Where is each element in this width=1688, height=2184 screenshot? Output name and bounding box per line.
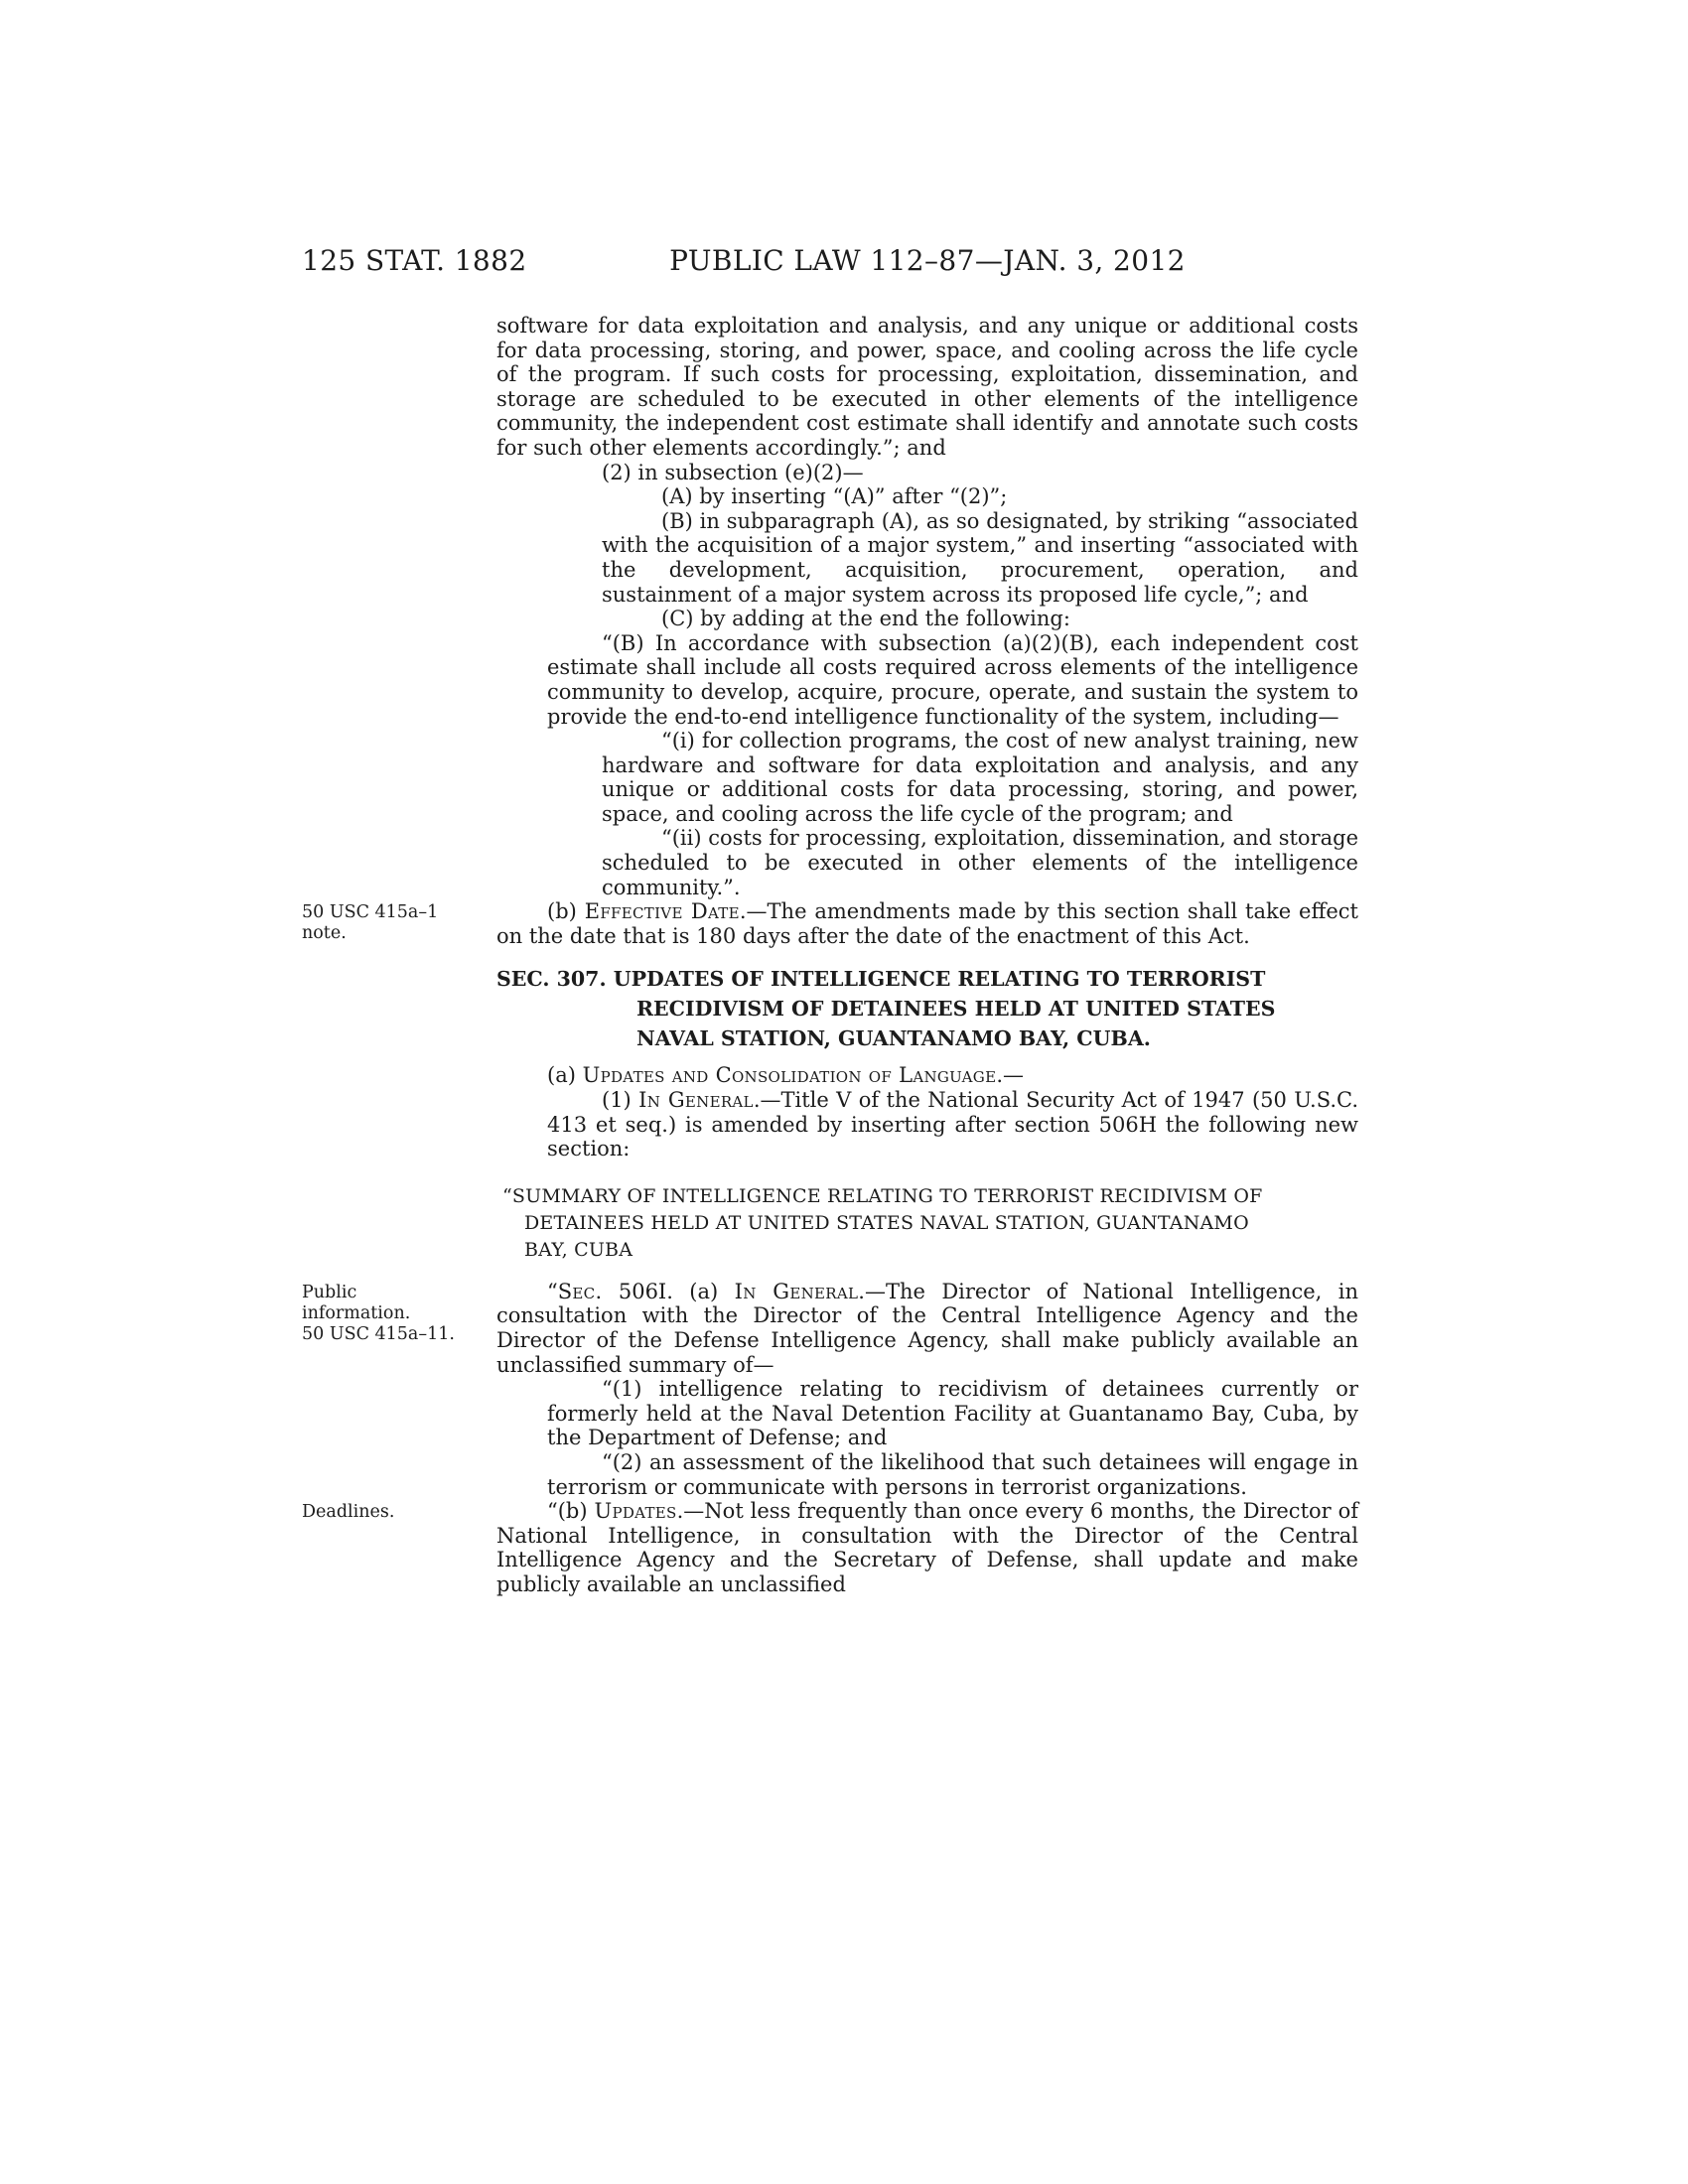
- text-run: 506I. (a): [602, 1279, 735, 1303]
- smallcaps-run: Effective Date: [584, 899, 740, 924]
- text-run: .—: [996, 1063, 1025, 1088]
- text-run: “: [547, 1279, 558, 1303]
- updates-block: [302, 1499, 1358, 1596]
- text-run: .—The amendments made by this section shall take effect on the date that is 180 days after the date of the enactment of this Act.: [496, 899, 1358, 948]
- paragraph-subsection-b-updates: [496, 1499, 1358, 1596]
- clause-2C: (C) by adding at the end the following:: [661, 607, 1070, 631]
- margin-note-line: 50 USC 415a–11.: [302, 1323, 455, 1344]
- text-run: .—The Director of National Intelligence, in consultation with the Director of the Central Intelligence Agency and the Director of the Defense Intelligence Agency, shall make publicly available an unclassified summary of—: [496, 1279, 1358, 1377]
- margin-note-usc-415a-1: [302, 902, 481, 944]
- quoted-clause-ii: “(ii) costs for processing, exploitation, dissemination, and storage scheduled to be executed in other elements of the intelligence community.”.: [602, 826, 1358, 899]
- paragraph-sec-506i: [496, 1280, 1358, 1377]
- text-run: (a): [547, 1063, 583, 1088]
- margin-note-line: Public: [302, 1282, 357, 1302]
- heading-line: “SUMMARY OF INTELLIGENCE RELATING TO TERRORIST RECIDIVISM OF: [502, 1184, 1263, 1207]
- margin-note-line: note.: [302, 923, 347, 944]
- heading-line: DETAINEES HELD AT UNITED STATES NAVAL STATION, GUANTANAMO: [524, 1211, 1249, 1234]
- clause-2B: (B) in subparagraph (A), as so designated, by striking “associated with the acquisition of a major system,” and inserting “associated with the development, acquisition, procurement, operation, and sustainment of a major system across its proposed life cycle,”; and: [602, 508, 1358, 607]
- section-307-heading: [496, 964, 1358, 1053]
- margin-note-line: information.: [302, 1302, 411, 1323]
- quoted-subparagraph-B: “(B) In accordance with subsection (a)(2)(B), each independent cost estimate shall include all costs required across elements of the intelligence community to develop, acquire, procure, operate, and sustain the system to provide the end-to-end intelligence functionality of the system, including—: [547, 630, 1358, 729]
- quoted-paragraph-2: “(2) an assessment of the likelihood that such detainees will engage in terrorism or communicate with persons in terrorist organizations.: [547, 1449, 1358, 1499]
- paragraph-subsection-a: [496, 1063, 1358, 1088]
- heading-line: RECIDIVISM OF DETAINEES HELD AT UNITED STATES: [636, 997, 1276, 1022]
- quoted-clause-i: “(i) for collection programs, the cost of new analyst training, new hardware and software for data exploitation and analysis, and any unique or additional costs for data processing, storing, and power, space, and cooling across the life cycle of the program; and: [602, 729, 1358, 826]
- heading-line: SEC. 307. UPDATES OF INTELLIGENCE RELATING TO TERRORIST: [496, 967, 1266, 992]
- heading-line: BAY, CUBA: [524, 1238, 633, 1261]
- effective-date-block: [302, 899, 1358, 948]
- smallcaps-run: Updates and Consolidation of Language: [582, 1063, 997, 1088]
- statute-text-column: [302, 314, 1359, 1597]
- quoted-paragraph-1: “(1) intelligence relating to recidivism of detainees currently or formerly held at the Naval Detention Facility at Guantanamo Bay, Cuba, by the Department of Defense; and: [547, 1377, 1358, 1450]
- stat-page-number: 125 STAT. 1882: [302, 244, 527, 277]
- text-run: (1): [602, 1088, 639, 1113]
- clause-2: (2) in subsection (e)(2)—: [602, 460, 864, 484]
- heading-line: NAVAL STATION, GUANTANAMO BAY, CUBA.: [636, 1026, 1151, 1051]
- paragraph-in-general: [547, 1088, 1358, 1161]
- text-run: .—Title V of the National Security Act of 1947 (50 U.S.C. 413 et seq.) is amended by inserting after section 506H the following new section:: [547, 1088, 1359, 1161]
- text-run: .—Not less frequently than once every 6 months, the Director of National Intelligence, in consultation with the Director of the Central Intelligence Agency and the Secretary of Defense, shall update and make publicly available an unclassified: [496, 1499, 1358, 1596]
- smallcaps-run: In General: [638, 1088, 754, 1113]
- margin-note-line: Deadlines.: [302, 1502, 395, 1523]
- public-law-heading: PUBLIC LAW 112–87—JAN. 3, 2012: [669, 244, 1186, 277]
- text-run: (b): [547, 899, 585, 924]
- margin-note-deadlines: [302, 1502, 481, 1523]
- page-header: [302, 244, 1358, 284]
- text-run: “(b): [547, 1499, 595, 1524]
- clause-2A: (A) by inserting “(A)” after “(2)”;: [661, 484, 1008, 509]
- smallcaps-run: Updates: [594, 1499, 677, 1524]
- paragraph-effective-date: [496, 899, 1358, 948]
- quoted-section-heading: [496, 1183, 1358, 1264]
- sec-506i-block: [302, 1279, 1358, 1377]
- smallcaps-run: Sec.: [557, 1279, 603, 1303]
- margin-note-public-information: [302, 1283, 481, 1345]
- smallcaps-run: In General: [734, 1279, 859, 1303]
- paragraph-amendment-continuation: software for data exploitation and analysis, and any unique or additional costs for data processing, storing, and power, space, and cooling across the life cycle of the program. If such costs for processing, exploitation, dissemination, and storage are scheduled to be executed in other elements of the intelligence community, the independent cost estimate shall identify and annotate such costs for such other elements accordingly.”; and: [496, 314, 1358, 460]
- margin-note-line: 50 USC 415a–1: [302, 902, 439, 923]
